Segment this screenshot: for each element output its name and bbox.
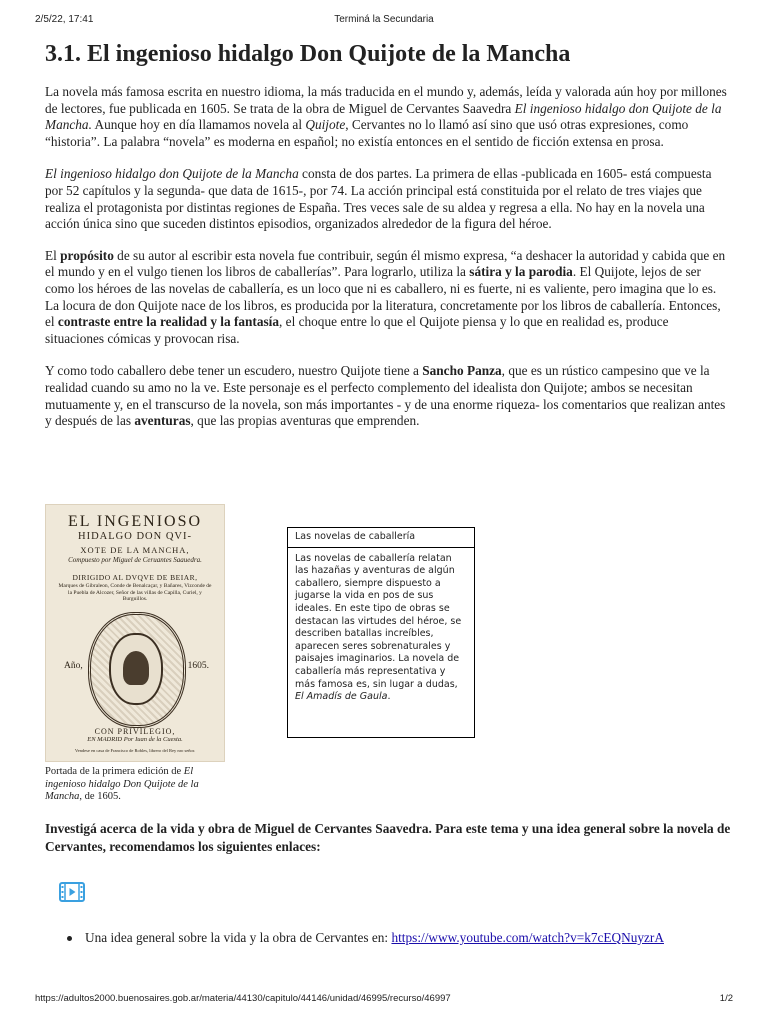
bold-term: contraste entre la realidad y la fantasía (57, 314, 280, 330)
cover-text: XOTE DE LA MANCHA, (80, 545, 190, 555)
research-prompt: Investigá acerca de la vida y obra de Miguel de Cervantes Saavedra. Para este tema y una idea general sobre la novela de Cervantes, recomendamos los siguientes enlaces: (45, 821, 731, 854)
cover-text: Compuesto por Miguel de Ceruantes Saauedra. (68, 556, 202, 564)
text-span: . El Quijote, lejos de ser como los héroes de las novelas de caballería, es un loco que ni es caballero, ni es fuerte, ni es valiente, pero imagina que lo es. La locura de don Quijote nace de los libros, es producida por la literatura, concretamente por los libros de caballería. Entonces, el (45, 264, 721, 330)
text-span: consta de dos partes. La primera de ellas -publicada en 1605- está compuesta por 52 capítulos y la segunda- que data de 1615-, por 74. La acción principal está constituida por el relato de tres viajes que realiza el protagonista por distintas regiones de España. Tres veces sale de su aldea y regresa a ella. No hay en la novela una acción única sino que suceden distintos episodios, organizados alrededor de la figura del héroe. (45, 166, 712, 232)
amadis-italic: El Amadís de Gaula (295, 691, 388, 703)
bullet-icon (67, 936, 72, 941)
print-doc-title: Terminá la Secundaria (334, 14, 434, 25)
book-cover-figure (45, 504, 225, 804)
cover-year-value: 1605. (187, 661, 209, 671)
text-span: , que es un rústico campesino que ve la realidad cuando su amo no la ve. Este personaje es el perfecto complemento del idealista don Quijote; ambos se necesitan mutuamente y, en el transcurso de la novela, son más importantes - y de una enorme riqueza- los comentarios que realizan antes y después de las (45, 363, 726, 429)
box-text (295, 553, 466, 704)
figure-caption (45, 766, 225, 804)
text-span: El (45, 247, 61, 263)
cover-text: EL INGENIOSO (67, 513, 203, 530)
text-span: Y como todo caballero debe tener un escudero, nuestro Quijote tiene a (45, 363, 423, 379)
print-date: 2/5/22, 17:41 (35, 14, 94, 25)
falcon-icon (123, 651, 149, 685)
cover-emblem-icon (88, 612, 186, 728)
video-icon[interactable] (51, 868, 93, 916)
link-list (65, 929, 705, 947)
list-item (65, 929, 705, 947)
cover-text: HIDALGO DON QVI- (78, 531, 192, 542)
paragraph-sancho (45, 363, 727, 429)
cover-year-label: Año, (64, 661, 83, 671)
book-title-italic: El ingenioso hidalgo don Quijote de la Mancha. (45, 100, 722, 133)
text-span: , el choque entre lo que el Quijote piensa y lo que en realidad es, produce situaciones cómicas y provocan risa. (45, 314, 669, 346)
text-span: . (387, 691, 391, 703)
bold-term: propósito (60, 247, 114, 263)
text-span: La novela más famosa escrita en nuestro idioma, la más traducida en el mundo y, además, leída y valorada aún hoy por millones de lectores, fue publicada en 1605. Se trata de la obra de Miguel de Cervantes Saavedra (45, 84, 727, 116)
cover-text: Vendese en casa de Francisco de Robles, librero del Rey nro señor. (74, 748, 196, 753)
text-span: Aunque hoy en día llamamos novela al (91, 117, 306, 133)
text-span: , que las propias aventuras que emprenden. (190, 413, 420, 429)
book-cover-image (45, 504, 225, 762)
link-description: Una idea general sobre la vida y la obra de Cervantes en: (85, 930, 392, 945)
book-title-italic: El ingenioso hidalgo don Quijote de la Mancha (45, 166, 299, 182)
chivalry-novels-box (287, 527, 475, 738)
paragraph-purpose (45, 248, 727, 348)
bold-term: Sancho Panza (422, 363, 502, 379)
box-title: Las novelas de caballería (288, 531, 474, 548)
cover-text: DIRIGIDO AL DVQVE DE BEIAR, (72, 573, 198, 582)
text-span: , Cervantes no lo llamó así sino que usó otras expresiones, como “historia”. La palabra “novela” es moderna en español; no existía entonces en el sentido de ficción extensa en prosa. (45, 117, 689, 149)
cover-text: EN MADRID Por Iuan de la Cuesta. (87, 736, 183, 743)
text-span: Las novelas de caballería relatan las hazañas y aventuras de algún caballero, siempre dispuesto a jugarse la vida en pos de sus ideales. En este tipo de obras se destacan las virtudes del héroe, se describen batallas increíbles, aparecen seres sobrenaturales y paisajes imaginarios. La novela de caballería más representativa y más famosa es, sin lugar a dudas, (295, 552, 462, 690)
youtube-link[interactable]: https://www.youtube.com/watch?v=k7cEQNuyzrA (391, 930, 664, 945)
paragraph-intro (45, 84, 727, 150)
text-span: , de 1605. (79, 791, 121, 802)
cover-text: CON PRIVILEGIO, (94, 727, 176, 736)
page-number: 1/2 (719, 993, 733, 1004)
bold-term: aventuras (134, 413, 191, 429)
page-title: 3.1. El ingenioso hidalgo Don Quijote de la Mancha (45, 41, 571, 67)
text-span: Portada de la primera edición de (45, 766, 184, 777)
cover-text: Marques de Gibraleon, Conde de Benalcaçar, y Bañares, Vizconde de la Puebla de Alcozer, Señor de las villas de Capilla, Curiel, y Burguillos. (58, 583, 212, 603)
bold-term: sátira y la parodia (469, 264, 573, 280)
book-title-italic: El ingenioso hidalgo Don Quijote de la Mancha (45, 766, 199, 802)
text-span: de su autor al escribir esta novela fue contribuir, según él mismo expresa, “a deshacer la autoridad y cabida que en el mundo y en el vulgo tienen los libros de caballerías”. Para lograrlo, utiliza la (45, 247, 726, 280)
print-url: https://adultos2000.buenosaires.gob.ar/materia/44130/capitulo/44146/unidad/46995/recurso/46997 (35, 993, 451, 1004)
emblem-inner (109, 633, 163, 705)
article-body (45, 84, 727, 446)
paragraph-structure (45, 166, 727, 232)
film-strip-icon (59, 881, 85, 903)
quijote-italic: Quijote (305, 117, 346, 133)
